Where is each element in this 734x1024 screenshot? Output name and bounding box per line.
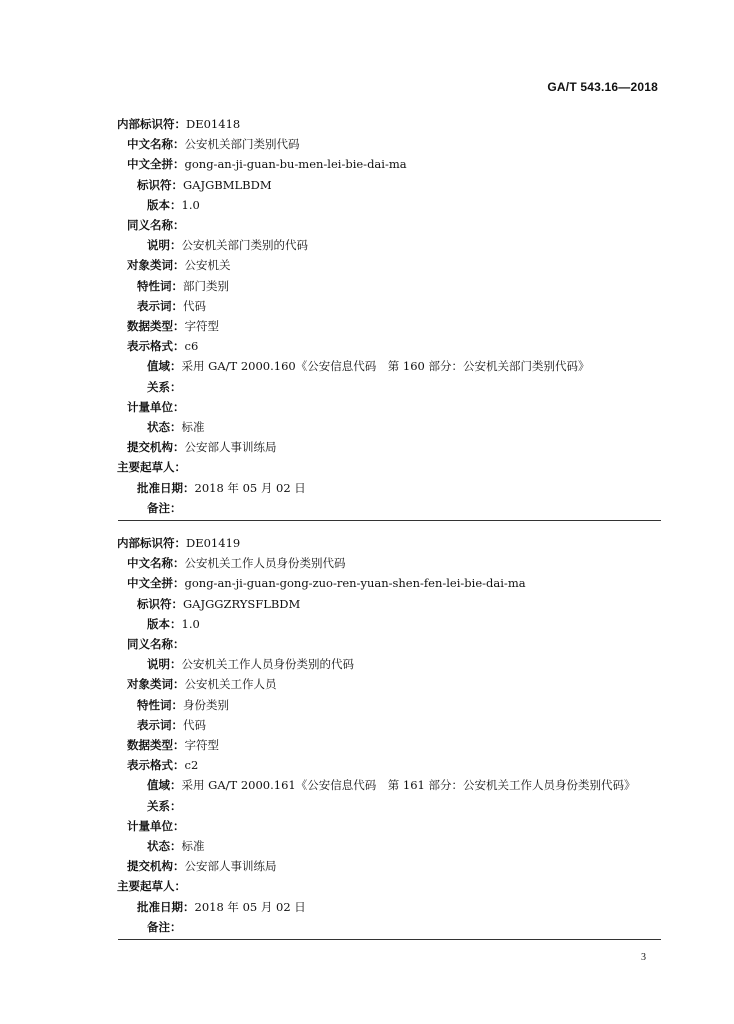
field-value: gong-an-ji-guan-bu-men-lei-bie-dai-ma [184, 157, 407, 171]
field-value: 身份类别 [183, 698, 229, 712]
field-value: 公安机关工作人员身份类别的代码 [181, 657, 354, 671]
field-value: c6 [184, 339, 199, 353]
field-row [147, 235, 308, 255]
field-label: 主要起草人： [117, 460, 186, 474]
field-row [137, 897, 306, 917]
field-row [127, 397, 185, 417]
field-label: 标识符： [137, 597, 183, 611]
field-label: 中文全拼： [127, 157, 185, 171]
field-value: c2 [184, 758, 199, 772]
field-value: 公安部人事训练局 [184, 859, 277, 873]
field-value: 公安机关工作人员 [184, 677, 277, 691]
field-value: 2018 年 05 月 02 日 [194, 481, 306, 495]
field-label: 批准日期： [137, 900, 195, 914]
field-label: 提交机构： [127, 440, 185, 454]
field-label: 关系： [147, 380, 182, 394]
field-row [127, 816, 185, 836]
field-row [127, 856, 277, 876]
separator-rule [118, 520, 661, 521]
field-value: 标准 [181, 420, 205, 434]
field-label: 数据类型： [127, 319, 185, 333]
field-label: 对象类词： [127, 258, 185, 272]
field-value: 采用 GA/T 2000.161《公安信息代码 第 161 部分：公安机关工作人员身份类别代码》 [181, 778, 636, 792]
field-label: 备注： [147, 501, 182, 515]
field-value: 代码 [183, 718, 206, 732]
field-row [137, 715, 206, 735]
field-row [147, 356, 589, 376]
field-row [137, 296, 206, 316]
field-label: 值域： [147, 359, 182, 373]
field-value: gong-an-ji-guan-gong-zuo-ren-yuan-shen-fen-lei-bie-dai-ma [184, 576, 526, 590]
field-label: 说明： [147, 657, 182, 671]
field-label: 计量单位： [127, 819, 185, 833]
field-row [147, 836, 205, 856]
field-label: 说明： [147, 238, 182, 252]
field-label: 表示格式： [127, 758, 185, 772]
field-label: 特性词： [137, 698, 183, 712]
field-label: 版本： [147, 198, 182, 212]
field-row [117, 876, 186, 896]
field-row [147, 917, 182, 937]
field-row [137, 594, 300, 614]
field-row [117, 114, 240, 134]
field-value: 字符型 [184, 738, 219, 752]
field-row [147, 614, 200, 634]
field-row [127, 255, 231, 275]
field-value: 代码 [183, 299, 206, 313]
field-value: 1.0 [181, 198, 200, 212]
standard-number: GA/T 543.16—2018 [547, 80, 658, 94]
field-row [127, 674, 277, 694]
field-row [127, 316, 219, 336]
field-row [137, 695, 229, 715]
field-value: 部门类别 [183, 279, 229, 293]
field-row [127, 573, 526, 593]
field-row [137, 478, 306, 498]
field-label: 表示词： [137, 299, 183, 313]
field-value: 字符型 [184, 319, 219, 333]
field-label: 备注： [147, 920, 182, 934]
field-label: 状态： [147, 839, 182, 853]
field-label: 批准日期： [137, 481, 195, 495]
field-row [127, 755, 198, 775]
field-label: 同义名称： [127, 218, 185, 232]
field-value: 1.0 [181, 617, 200, 631]
field-row [147, 417, 205, 437]
field-label: 计量单位： [127, 400, 185, 414]
field-row [127, 634, 185, 654]
field-value: 2018 年 05 月 02 日 [194, 900, 306, 914]
field-label: 主要起草人： [117, 879, 186, 893]
separator-rule [118, 939, 661, 940]
field-row [147, 796, 182, 816]
field-row [147, 195, 200, 215]
field-label: 中文名称： [127, 556, 185, 570]
field-value: 公安部人事训练局 [184, 440, 277, 454]
field-label: 对象类词： [127, 677, 185, 691]
field-label: 标识符： [137, 178, 183, 192]
field-value: 公安机关工作人员身份类别代码 [184, 556, 346, 570]
field-value: DE01419 [186, 536, 241, 550]
field-label: 中文全拼： [127, 576, 185, 590]
field-row [137, 175, 272, 195]
field-row [147, 775, 635, 795]
field-row [127, 215, 185, 235]
field-row [147, 498, 182, 518]
field-label: 同义名称： [127, 637, 185, 651]
field-label: 内部标识符： [117, 536, 186, 550]
field-row [127, 336, 198, 356]
field-label: 关系： [147, 799, 182, 813]
field-row [127, 134, 300, 154]
field-label: 表示格式： [127, 339, 185, 353]
field-label: 表示词： [137, 718, 183, 732]
field-label: 值域： [147, 778, 182, 792]
field-label: 状态： [147, 420, 182, 434]
field-label: 版本： [147, 617, 182, 631]
field-value: 采用 GA/T 2000.160《公安信息代码 第 160 部分：公安机关部门类别代码》 [181, 359, 590, 373]
field-value: GAJGGZRYSFLBDM [183, 597, 301, 611]
field-row [137, 276, 229, 296]
field-row [127, 735, 219, 755]
field-row [147, 654, 354, 674]
field-row [127, 553, 346, 573]
field-value: 标准 [181, 839, 205, 853]
page-number: 3 [641, 952, 646, 963]
field-row [127, 154, 407, 174]
field-row [117, 533, 240, 553]
field-value: 公安机关 [184, 258, 231, 272]
field-row [147, 377, 182, 397]
field-label: 数据类型： [127, 738, 185, 752]
field-row [127, 437, 277, 457]
field-row [117, 457, 186, 477]
field-label: 特性词： [137, 279, 183, 293]
field-value: 公安机关部门类别的代码 [181, 238, 308, 252]
field-value: DE01418 [186, 117, 241, 131]
field-label: 中文名称： [127, 137, 185, 151]
field-value: 公安机关部门类别代码 [184, 137, 300, 151]
field-value: GAJGBMLBDM [183, 178, 272, 192]
field-label: 内部标识符： [117, 117, 186, 131]
field-label: 提交机构： [127, 859, 185, 873]
